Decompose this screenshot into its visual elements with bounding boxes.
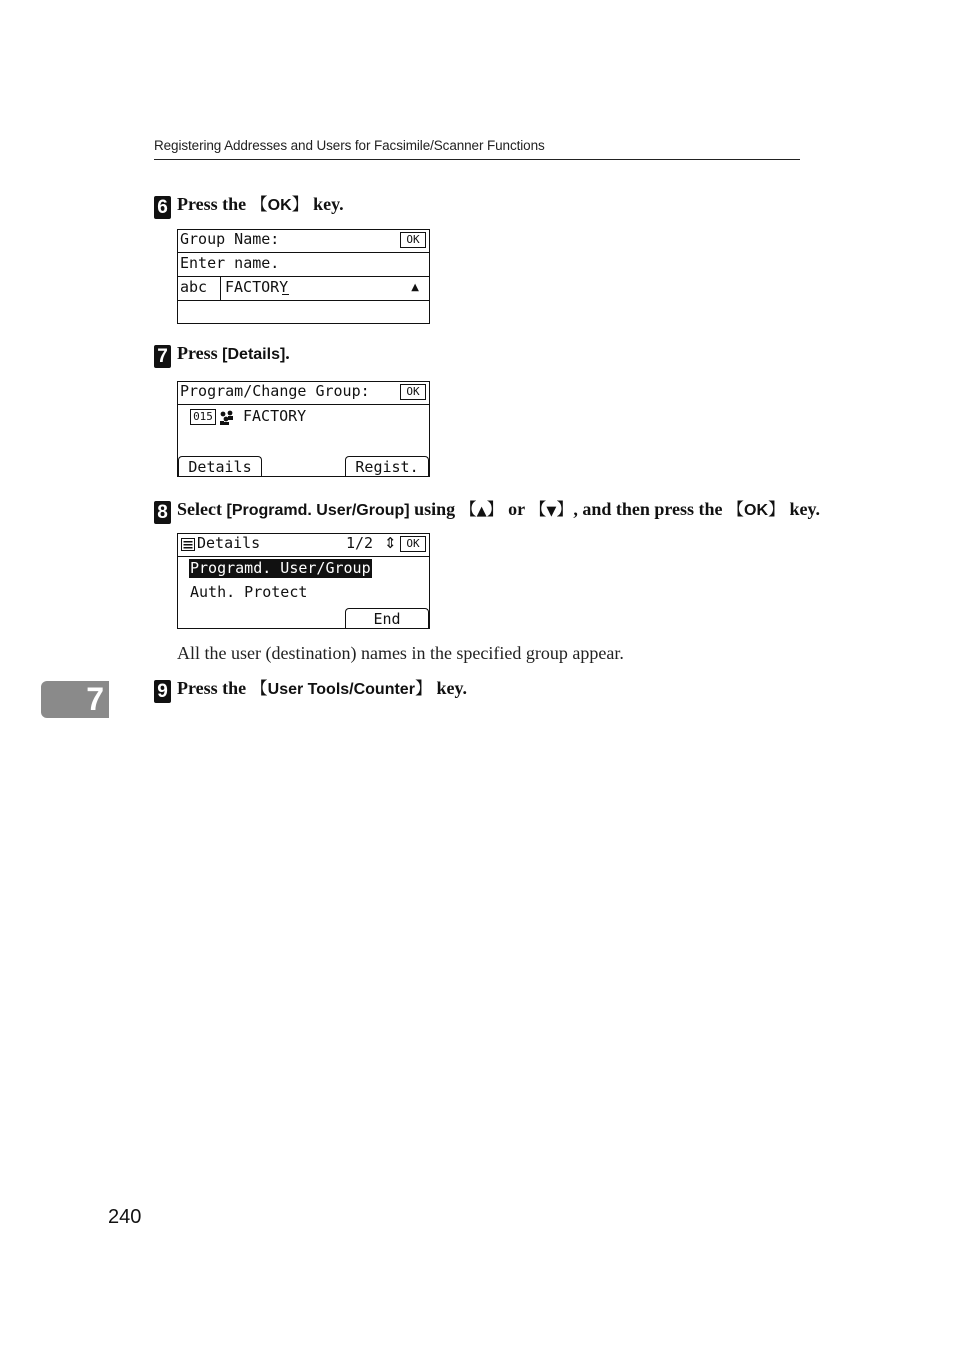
running-header-text: Registering Addresses and Users for Facsimile/Scanner Functions [154,138,545,153]
step-text: , and then press the [573,499,728,519]
step-number: 6 [154,196,171,219]
step-text: Press the [177,194,251,214]
bracket: 】 [291,195,309,215]
lcd-screen-details [177,533,430,629]
text-cursor [282,294,289,295]
bracket: 【 [459,500,477,520]
group-entry-row [178,407,429,429]
bracket: 】 [556,500,574,520]
lcd-screen-program-change-group [177,381,430,477]
input-mode: abc [180,278,208,296]
step-number: 7 [154,345,171,368]
scroll-arrows-icon: ⇕ [384,534,397,552]
bracket: 【 [727,500,745,520]
screen-title-bar [178,382,429,405]
details-softkey[interactable]: Details [178,456,262,476]
screen-title-bar [178,534,429,557]
up-arrow-icon: ▲ [476,504,487,519]
bracket: 【 [250,195,268,215]
input-row [178,277,429,301]
bracket: 【 [529,500,547,520]
menu-item-label: Auth. Protect [190,583,308,601]
group-name: FACTORY [243,407,307,425]
ok-icon: OK [400,232,426,248]
menu-item-auth-protect[interactable] [178,582,429,604]
step-text: or [503,499,530,519]
chapter-number: 7 [86,681,104,717]
key-label: User Tools/Counter [267,681,415,698]
bracket: 】 [768,500,786,520]
divider [220,277,221,301]
key-label: [Details] [222,346,286,363]
screen-title-bar [178,230,429,253]
regist-softkey[interactable]: Regist. [345,456,429,476]
menu-item-programd-user-group[interactable] [178,558,429,580]
prompt-row [178,253,429,277]
ok-icon: OK [400,536,426,552]
step-text: Press [177,343,223,363]
key-label: [Programd. User/Group] [226,502,410,519]
step-text: using [409,499,460,519]
end-softkey[interactable]: End [345,608,429,628]
step-text: . [285,343,290,363]
screen-title: Program/Change Group: [180,382,370,400]
group-icon [218,409,236,425]
step-text: Select [177,499,227,519]
lcd-screen-group-name [177,229,430,324]
chapter-tab [41,681,109,718]
screen-title: Group Name: [180,230,280,248]
note-text: All the user (destination) names in the specified group appear. [177,643,624,663]
step-number: 8 [154,501,171,524]
bracket: 】 [414,679,432,699]
step-text: Press the [177,678,251,698]
step-9 [154,674,467,703]
step-number: 9 [154,680,171,703]
step-8 [154,495,820,524]
key-label: OK [267,197,292,214]
running-header [154,138,800,160]
step-6 [154,190,344,219]
bracket: 【 [250,679,268,699]
step-text: key. [785,499,821,519]
bracket: 】 [486,500,504,520]
prompt-text: Enter name. [180,254,280,272]
down-arrow-icon: ▼ [546,504,557,519]
step-7 [154,343,290,368]
step-text: key. [308,194,344,214]
key-label: OK [744,502,769,519]
list-icon [181,538,195,551]
page-number: 240 [108,1206,142,1228]
menu-item-label-selected: Programd. User/Group [190,559,371,577]
registration-number: 015 [190,409,216,425]
page-indicator: 1/2 [346,534,374,552]
step-text: key. [431,678,467,698]
screen-title: Details [197,534,261,552]
ok-icon: OK [400,384,426,400]
name-input-value: FACTORY [225,278,289,296]
arrow-up-icon: ▲ [411,282,419,293]
